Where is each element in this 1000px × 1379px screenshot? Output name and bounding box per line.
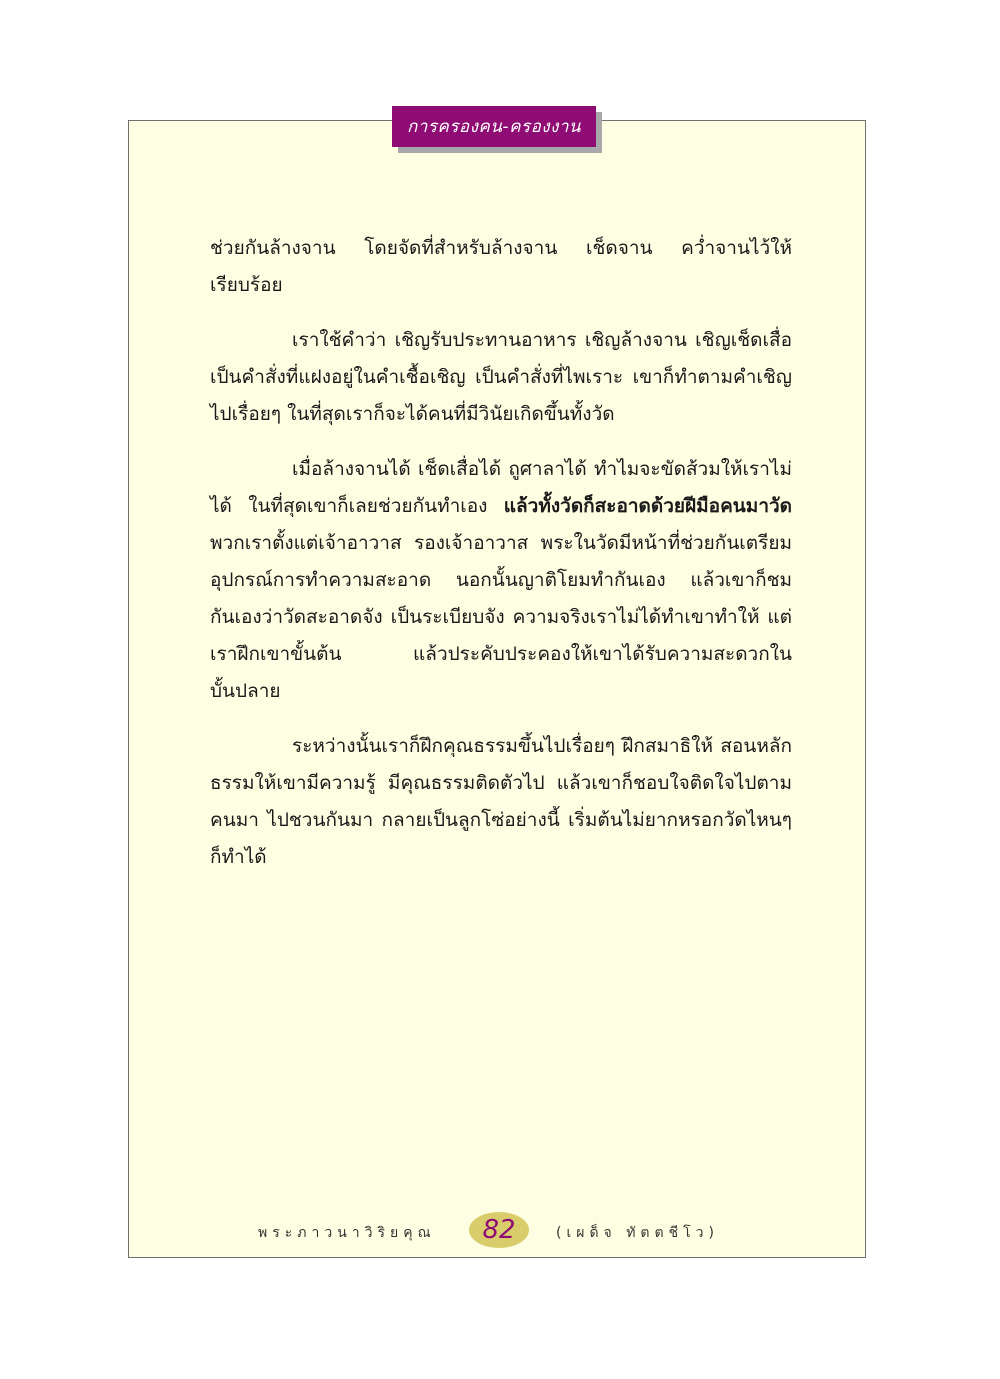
- chapter-title-tab: การครองคน-ครองงาน: [392, 106, 596, 147]
- page-number-badge: 82: [469, 1212, 529, 1248]
- paragraph-3-bold-phrase: แล้วทั้งวัดก็สะอาดด้วยฝีมือคนมาวัด: [503, 495, 792, 517]
- footer-author-name: (เผด็จ ทัตตชีโว): [556, 1225, 719, 1241]
- paragraph-2: เราใช้คำว่า เชิญรับประทานอาหาร เชิญล้างจาน เชิญเช็ดเสื่อ เป็นคำสั่งที่แฝงอยู่ในคำเชื้อเชิญ เป็นคำสั่งที่ไพเราะ เขาก็ทำตามคำเชิญไปเรื่อยๆ ในที่สุดเราก็จะได้คนที่มีวินัยเกิดขึ้นทั้งวัด: [210, 329, 792, 425]
- paragraph-3-end: พวกเราตั้งแต่เจ้าอาวาส รองเจ้าอาวาส พระในวัดมีหน้าที่ช่วยกันเตรียมอุปกรณ์การทำความสะอาด นอกนั้นญาติโยมทำกันเอง แล้วเขาก็ชมกันเองว่าวัดสะอาดจัง เป็นระเบียบจัง ความจริงเราไม่ได้ทำเขาทำให้ แต่เราฝึกเขาขั้นต้น แล้วประคับประคองให้เขาได้รับความสะดวกในบั้นปลาย: [210, 532, 792, 702]
- paragraph-4: ระหว่างนั้นเราก็ฝึกคุณธรรมขึ้นไปเรื่อยๆ ฝึกสมาธิให้ สอนหลักธรรมให้เขามีความรู้ มีคุณธรรมติดตัวไป แล้วเขาก็ชอบใจติดใจไปตามคนมา ไปชวนกันมา กลายเป็นลูกโซ่อย่างนี้ เริ่มต้นไม่ยากหรอกวัดไหนๆ ก็ทำได้: [210, 735, 792, 868]
- paragraph-3-start: เมื่อล้างจานได้ เช็ดเสื่อได้ ถูศาลาได้ ทำไมจะขัดส้วมให้เราไม่ได้ ในที่สุดเขาก็เลยช่วยกันทำเอง: [210, 458, 792, 517]
- footer-author: พระภาวนาวิริยคุณ: [258, 1225, 436, 1241]
- paragraph-1: ช่วยกันล้างจาน โดยจัดที่สำหรับล้างจาน เช็ดจาน คว่ำจานไว้ให้เรียบร้อย: [210, 237, 792, 296]
- paragraph-3: [210, 451, 792, 710]
- page-footer: [0, 1212, 1000, 1252]
- body-text: [210, 230, 792, 894]
